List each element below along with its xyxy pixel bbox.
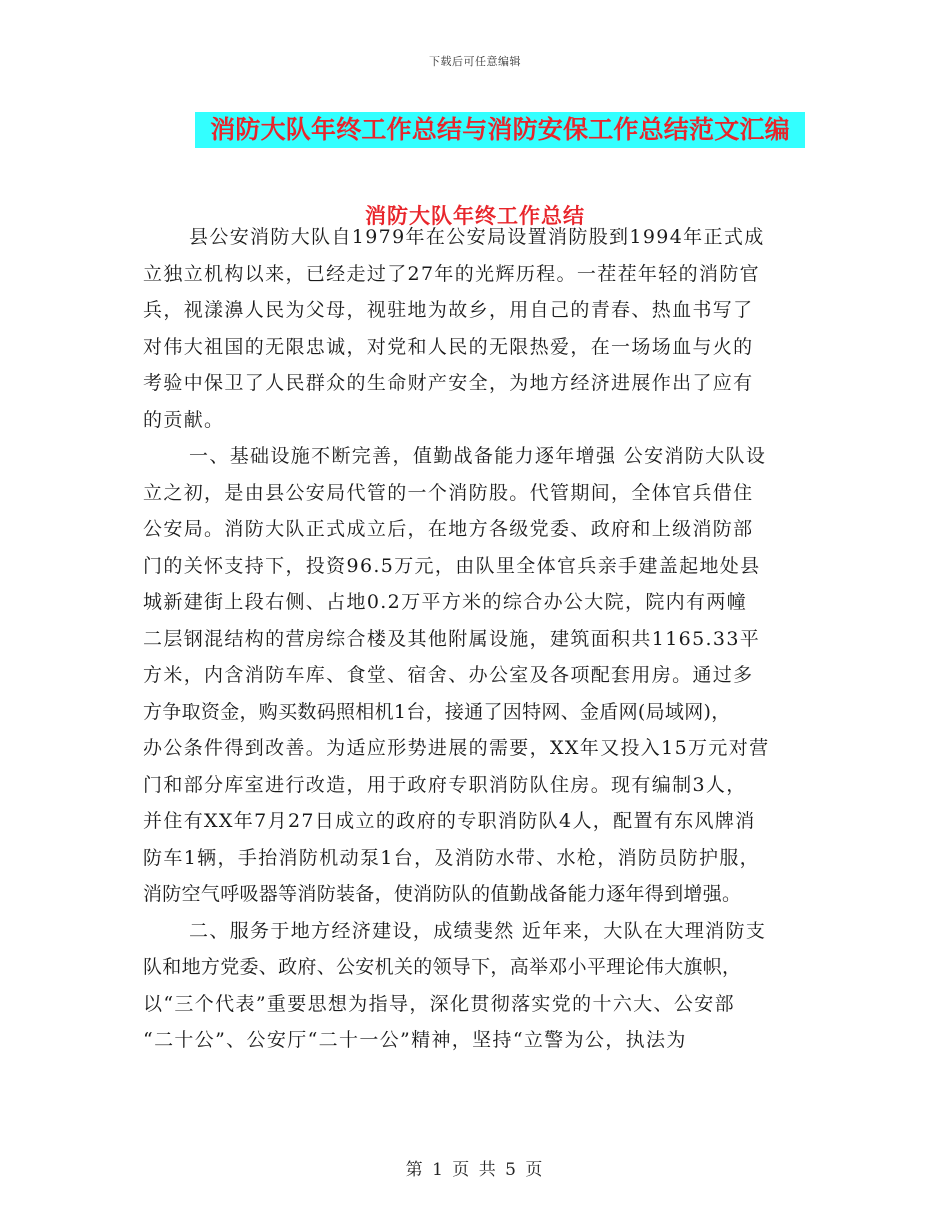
paragraph-line: 的贡献。 xyxy=(143,408,225,431)
paragraph-line: 县公安消防大队自1979年在公安局设置消防股到1994年正式成 xyxy=(189,226,765,248)
paragraph-line: 二层钢混结构的营房综合楼及其他附属设施，建筑面积共1165.33平 xyxy=(143,627,761,650)
paragraph-line: 对伟大祖国的无限忠诚，对党和人民的无限热爱，在一场场血与火的 xyxy=(143,335,754,358)
paragraph-line: 以“三个代表”重要思想为指导，深化贯彻落实党的十六大、公安部 xyxy=(143,992,735,1015)
paragraph-line: 兵，视漾濞人民为父母，视驻地为故乡，用自己的青春、热血书写了 xyxy=(143,299,754,321)
paragraph-line: 公安局。消防大队正式成立后，在地方各级党委、政府和上级消防部 xyxy=(143,518,754,540)
doc-title-highlight xyxy=(195,112,805,148)
paragraph-line: 方米，内含消防车库、食堂、宿舍、办公室及各项配套用房。通过多 xyxy=(143,664,754,686)
page-number: 第 1 页 共 5 页 xyxy=(405,1160,545,1180)
paragraph-line: 考验中保卫了人民群众的生命财产安全，为地方经济进展作出了应有 xyxy=(143,372,754,394)
paragraph-line: 办公条件得到改善。为适应形势进展的需要，XX年又投入15万元对营 xyxy=(143,737,770,759)
paragraph-line: 立独立机构以来，已经走过了27年的光辉历程。一茬茬年轻的消防官 xyxy=(143,262,761,285)
paragraph-line: 消防空气呼吸器等消防装备，使消防队的值勤战备能力逐年得到增强。 xyxy=(143,883,742,905)
paragraph-line: 队和地方党委、政府、公安机关的领导下，高举邓小平理论伟大旗帜， xyxy=(143,956,742,978)
paragraph-line: 城新建街上段右侧、占地0.2万平方米的综合办公大院，院内有两幢 xyxy=(143,591,748,613)
paragraph-line: 门的关怀支持下，投资96.5万元，由队里全体官兵亲手建盖起地处县 xyxy=(143,554,761,577)
doc-title: 消防大队年终工作总结与消防安保工作总结范文汇编 xyxy=(210,115,790,144)
paragraph-line: 立之初，是由县公安局代管的一个消防股。代管期间，全体官兵借住 xyxy=(143,481,754,504)
paragraph-line: 门和部分库室进行改造，用于政府专职消防队住房。现有编制3人， xyxy=(143,773,747,796)
body-text xyxy=(143,219,809,1059)
paragraph-line: 一、基础设施不断完善，值勤战备能力逐年增强 公安消防大队设 xyxy=(189,445,767,467)
header-note: 下载后可任意编辑 xyxy=(429,55,521,68)
paragraph-line: 方争取资金，购买数码照相机1台，接通了因特网、金盾网(局域网)， xyxy=(143,700,731,723)
section-title: 消防大队年终工作总结 xyxy=(365,203,585,228)
paragraph-line: 二、服务于地方经济建设，成绩斐然 近年来，大队在大理消防支 xyxy=(189,919,767,942)
paragraph-line: “二十公”、公安厅“二十一公”精神，坚持“立警为公，执法为 xyxy=(143,1029,687,1051)
paragraph-line: 防车1辆，手抬消防机动泵1台，及消防水带、水枪，消防员防护服， xyxy=(143,846,761,869)
paragraph-line: 并住有XX年7月27日成立的政府的专职消防队4人，配置有东风牌消 xyxy=(143,810,756,832)
